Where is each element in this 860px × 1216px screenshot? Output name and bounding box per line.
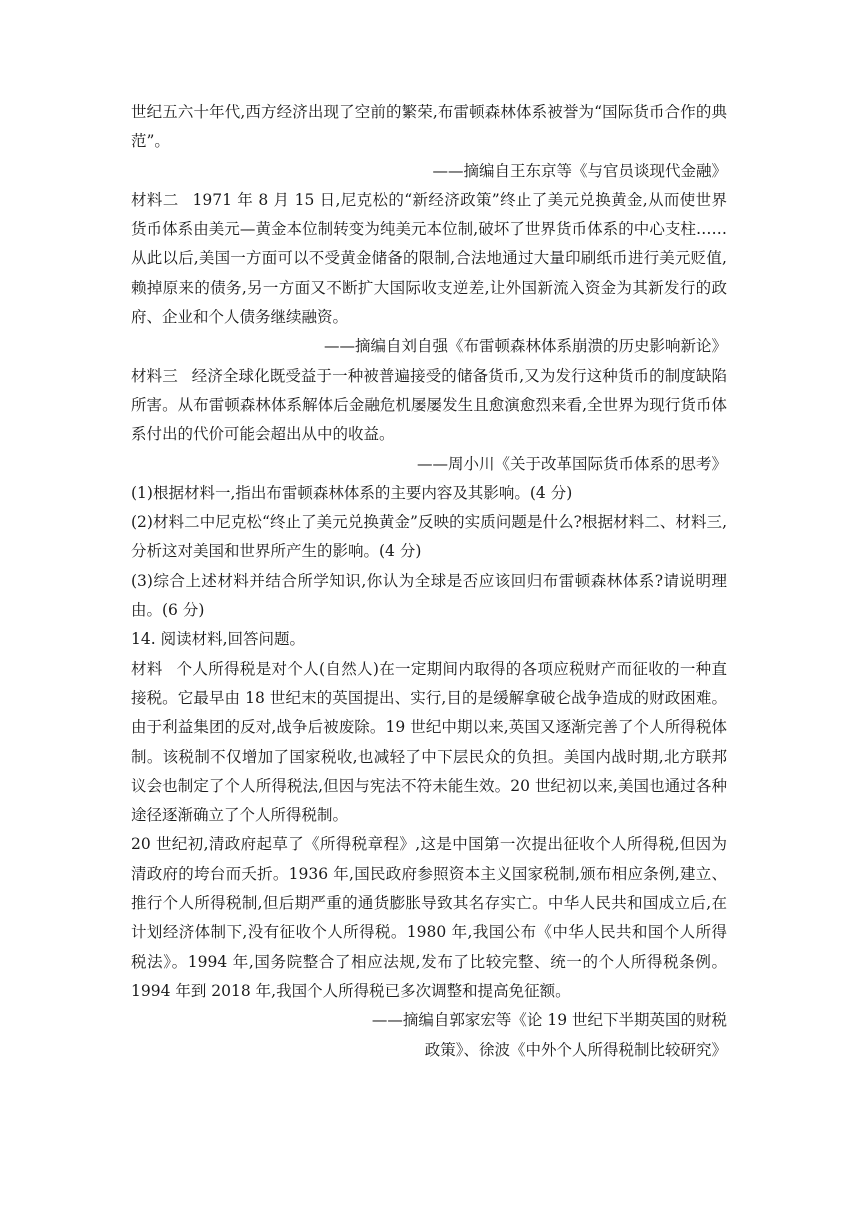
question-14-source-line-1: ——摘编自郭家宏等《论 19 世纪下半期英国的财税 [371,1011,727,1030]
question-1: (1)根据材料一,指出布雷顿森林体系的主要内容及其影响。(4 分) [131,483,573,502]
material-three-paragraph [131,362,727,450]
material-one-tail-paragraph: 世纪五六十年代,西方经济出现了空前的繁荣,布雷顿森林体系被誉为“国际货币合作的典范”。 [131,103,727,151]
material-two-text: 1971 年 8 月 15 日,尼克松的“新经济政策”终止了美元兑换黄金,从而使世界货币体系由美元—黄金本位制转变为纯美元本位制,破坏了世界货币体系的中心支柱……从此以后,美国一方面可以不受黄金储备的限制,合法地通过大量印刷纸币进行美元贬值,赖掉原来的债务,另一方面又不断扩大国际收支逆差,让外国新流入资金为其新发行的政府、企业和个人债务继续融资。 [131,190,727,327]
material-two-paragraph [131,186,727,332]
material-two-label: 材料二 [131,190,179,209]
question-14-material-text-1: 个人所得税是对个人(自然人)在一定期间内取得的各项应税财产而征收的一种直接税。它最早由 18 世纪末的英国提出、实行,目的是缓解拿破仑战争造成的财政困难。由于利益集团的反对,战争后被废除。19 世纪中期以来,英国又逐渐完善了个人所得税体制。该税制不仅增加了国家税收,也减轻了中下层民众的负担。美国内战时期,北方联邦议会也制定了个人所得税法,但因与宪法不符未能生效。20 世纪初以来,美国也通过各种途径逐渐确立了个人所得税制。 [131,659,727,825]
question-14-material-label: 材料 [131,659,163,678]
question-14-material-paragraph-2: 20 世纪初,清政府起草了《所得税章程》,这是中国第一次提出征收个人所得税,但因为清政府的垮台而夭折。1936 年,国民政府参照资本主义国家税制,颁布相应条例,建立、推行个人所得税制,但后期严重的通货膨胀导致其名存实亡。中华人民共和国成立后,在计划经济体制下,没有征收个人所得税。1980 年,我国公布《中华人民共和国个人所得税法》。1994 年,国务院整合了相应法规,发布了比较完整、统一的个人所得税条例。1994 年到 2018 年,我国个人所得税已多次调整和提高免征额。 [131,835,727,1000]
material-two-source: ——摘编自刘自强《布雷顿森林体系崩溃的历史影响新论》 [323,337,727,356]
question-3: (3)综合上述材料并结合所学知识,你认为全球是否应该回归布雷顿森林体系?请说明理由。(6 分) [131,571,727,620]
material-three-text: 经济全球化既受益于一种被普遍接受的储备货币,又为发行这种货币的制度缺陷所害。从布雷顿森林体系解体后金融危机屡屡发生且愈演愈烈来看,全世界为现行货币体系付出的代价可能会超出从中的收益。 [131,366,727,444]
question-14-title: 14. 阅读材料,回答问题。 [131,630,306,649]
question-2: (2)材料二中尼克松“终止了美元兑换黄金”反映的实质问题是什么?根据材料二、材料三,分析这对美国和世界所产生的影响。(4 分) [131,513,727,561]
document-content [131,98,727,1065]
material-one-source: ——摘编自王东京等《与官员谈现代金融》 [432,161,727,180]
question-14-material-paragraph-1 [131,655,727,831]
material-three-source: ——周小川《关于改革国际货币体系的思考》 [416,454,727,473]
question-14-source-line-2: 政策》、徐波《中外个人所得税制比较研究》 [424,1040,727,1059]
material-three-label: 材料三 [131,366,178,385]
